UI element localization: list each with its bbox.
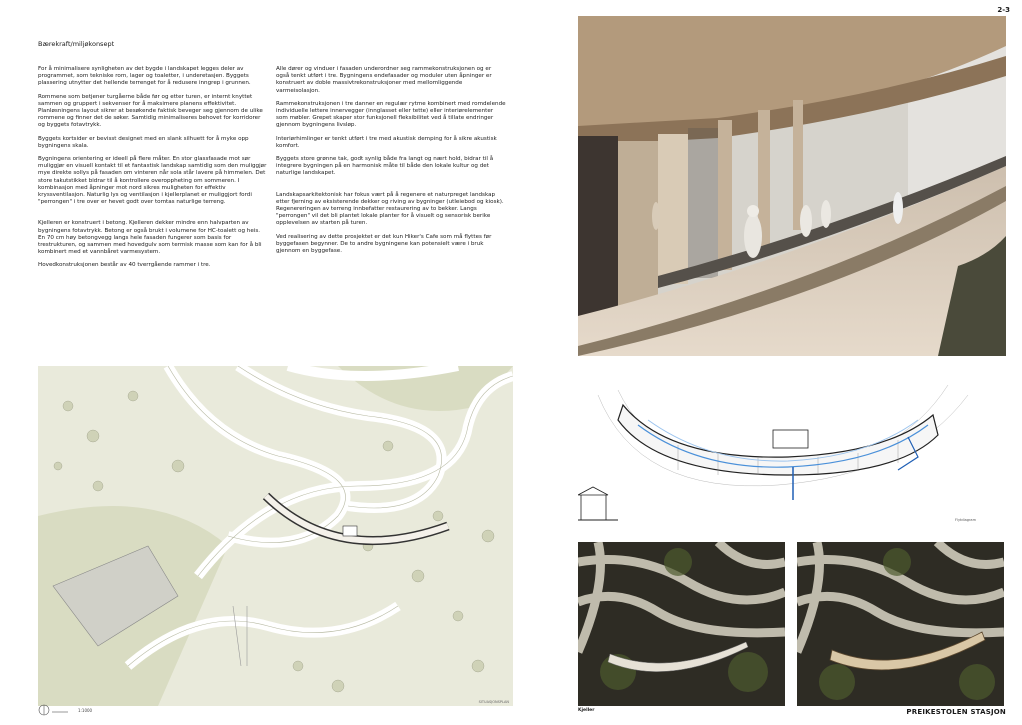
paragraph: Interiørhimlinger er tenkt utført i tre med akustisk demping for å sikre akustisk komfort. [276, 135, 497, 149]
paragraph: Rommene som betjener turgåerne både før og etter turen, er internt knyttet sammen og gruppert i sekvenser for å maksimere planens effektivitet. Planløsningens layout sikrer at besøkende faktisk beveger seg gjennom de ulike rommene og finner det de søker. Samtidig minimaliseres behovet for korridorer og byggets fotavtrykk. [38, 93, 263, 129]
paragraph: Hovedkonstruksjonen består av 40 tverrgående rammer i tre. [38, 262, 211, 269]
section-heading: Bærekraft/miljøkonsept [38, 40, 115, 48]
site-plan [38, 366, 513, 706]
paragraph: Ved realisering av dette prosjektet er det kun Hiker's Cafe som må flyttes før byggefasen begynner. De to andre bygningene kan potensielt være i bruk gjennom en byggefase. [276, 233, 492, 255]
model-photo-ground-floor [797, 542, 1004, 706]
model-caption: Kjeller [578, 708, 595, 713]
site-plan-label: SITUASJONSPLAN [478, 700, 509, 704]
paragraph: Landskapsarkitektonisk har fokus vært på å regenere et naturpreget landskap etter fjerning av eksisterende dekker og riving av bygninger (utleiebod og kiosk). Regenereringen av terreng innbefatter restaurering av to bekker. Langs "perrongen" vil det bli plantet lokale planter for å visuelt og sensorisk berike opplevelsen av starten på turen. [276, 191, 504, 227]
flow-diagram-drawing [578, 375, 1006, 535]
model-photo-basement [578, 542, 785, 706]
paragraph: Bygningens orientering er ideell på flere måter. En stor glassfasade mot sør muliggjør en visuell kontakt til et fantastisk landskap samtidig som den muliggjør mye direkte sollys på fasaden om vinteren når sola står lavere på himmelen. Det store takutstikket bidrar til å kontrollere overoppheting om sommeren. I kombinasjon med åpninger mot nord sikres muligheten for effektiv kryssventilasjon. Naturlig lys og ventilasjon i kjellerplanet er muliggjort fordi "perrongen" i tre over er hevet godt over tomtas naturlige terreng. [38, 156, 267, 206]
page-number: 2-3 [997, 6, 1010, 14]
paragraph: Byggets store grønne tak, godt synlig både fra langt og nært hold, bidrar til å integrere bygningen på en harmonisk måte til både den lokale kultur og det naturlige landskapet. [276, 156, 494, 177]
paragraph: Kjelleren er konstruert i betong. Kjelleren dekker mindre enn halvparten av bygningens fotavtrykk. Betong er også brukt i volumene for HC-toalett og heis. En 70 cm høy betongvegg langs hele fasaden fungerer som basis for trestrukturen, og sammen med hovedgulv som termisk masse som kan for å bli kombinert med et vannbåret varmesystem. [38, 220, 262, 256]
paragraph: For å minimalisere synligheten av det bygde i landskapet legges deler av programmet, som tekniske rom, lager og toaletter, i underetasjen. Byggets plassering utnytter det hellende terrenget for å redusere inngrep i grunnen. [38, 66, 251, 87]
flow-diagram-label: Flytdiagram [955, 518, 976, 522]
scale-label: 1:1000 [78, 708, 93, 713]
model-photo-graphic [578, 16, 1006, 356]
model-photo-interior [578, 16, 1006, 356]
north-arrow-icon [38, 704, 68, 716]
model-photo-basement-graphic [578, 542, 785, 706]
project-title: PREIKESTOLEN STASJON [906, 708, 1006, 716]
model-photo-ground-floor-graphic [797, 542, 1004, 706]
site-plan-drawing [38, 366, 513, 706]
flow-diagram [578, 375, 1006, 535]
text-column-left [38, 66, 268, 276]
paragraph: Byggets kortsider er bevisst designet med en slank silhuett for å myke opp bygningens skala. [38, 135, 249, 149]
paragraph: Rammekonstruksjonen i tre danner en regulær rytme kombinert med romdelende individuelle lettere innervegger (innglasset eller tette) eller interiørelementer som møbler. Grepet skaper stor funksjonell fleksibilitet ved å tillate endringer gjennom bygningens livsløp. [276, 100, 506, 129]
text-column-right [276, 66, 506, 261]
paragraph: Alle dører og vinduer i fasaden underordner seg rammekonstruksjonen og er også tenkt utført i tre. Bygningens endefasader og moduler uten åpninger er konstruert av doble massivtrekonstruksjoner med mellomliggende varmeisolasjon. [276, 66, 492, 94]
